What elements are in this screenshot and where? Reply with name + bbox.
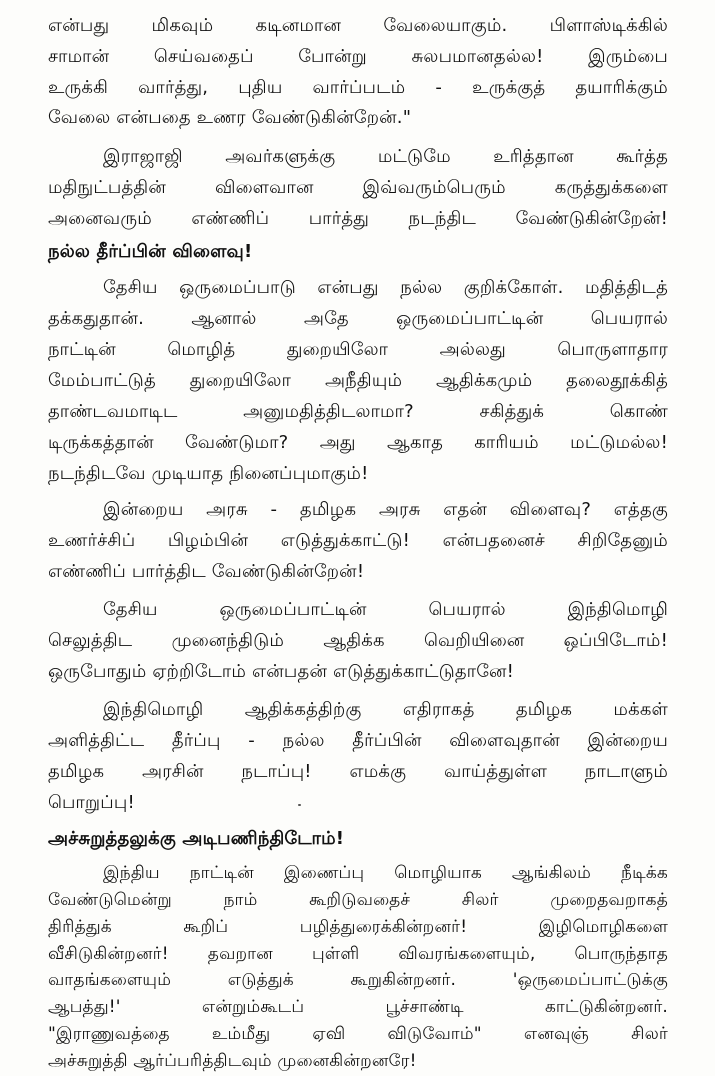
text-line: இந்திமொழி ஆதிக்கத்திற்கு எதிராகத் தமிழக மக்கள் [103,699,668,720]
text-line: ஆபத்து!' என்றும்கூடப் பூச்சாண்டி காட்டுகின்றனர். [48,997,668,1017]
text-line: என்பது மிகவும் கடினமான வேலையாகும். பிளாஸ்டிக்கில் [48,15,668,36]
text-line: தக்கதுதான். ஆனால் அதே ஒருமைப்பாட்டின் பெயரால் [48,308,668,329]
text-line: தேசிய ஒருமைப்பாடு என்பது நல்ல குறிக்கோள். மதித்திடத் [103,277,668,298]
text-line: வாதங்களையும் எடுத்துக் கூறுகின்றனர். 'ஒருமைப்பாட்டுக்கு [48,970,668,990]
section-heading: நல்ல தீர்ப்பின் விளைவு! [48,241,253,262]
text-line: தாண்டவமாடிட அனுமதித்திடலாமா? சகித்துக் கொண் [48,401,668,422]
text-line: அச்சுறுத்தி ஆர்ப்பரித்திடவும் முனைகின்றனரே! [48,1051,417,1071]
text-line: ஒருபோதும் ஏற்றிடோம் என்பதன் எடுத்துக்காட்டுதானே! [48,661,515,682]
text-line: வேலை என்பதை உணர வேண்டுகின்றேன்." [48,107,412,128]
text-line: இன்றைய அரசு - தமிழக அரசு எதன் விளைவு? எத்தகு [103,499,668,520]
text-line: உணர்ச்சிப் பிழம்பின் எடுத்துக்காட்டு! என்பதனைச் சிறிதேனும் [48,530,668,551]
scan-speck [298,804,301,806]
text-line: இராஜாஜி அவர்களுக்கு மட்டுமே உரித்தான கூர்த்த [103,146,668,167]
text-line: "இராணுவத்தை உம்மீது ஏவி விடுவோம்" எனவுஞ் சிலர் [48,1024,668,1044]
text-line: சாமான் செய்வதைப் போன்று சுலபமானதல்ல! இரும்பை [48,46,668,67]
text-line: இந்திய நாட்டின் இணைப்பு மொழியாக ஆங்கிலம் நீடிக்க [103,863,668,883]
text-line: அனைவரும் எண்ணிப் பார்த்து நடந்திட வேண்டுகின்றேன்! [48,208,668,229]
text-line: தமிழக அரசின் நடாப்பு! எமக்கு வாய்த்துள்ள நாடாளும் [48,761,668,782]
text-line: செலுத்திட முனைந்திடும் ஆதிக்க வெறியினை ஒப்பிடோம்! [48,630,668,651]
section-heading: அச்சுறுத்தலுக்கு அடிபணிந்திடோம்! [48,828,345,849]
text-line: திரித்துக் கூறிப் பழித்துரைக்கின்றனர்! இழிமொழிகளை [48,917,668,937]
text-line: டிருக்கத்தான் வேண்டுமா? அது ஆகாத காரியம் மட்டுமல்ல! [48,432,668,453]
text-line: வீசிடுகின்றனர்! தவறான புள்ளி விவரங்களையும், பொருந்தாத [48,944,668,964]
text-line: தேசிய ஒருமைப்பாட்டின் பெயரால் இந்திமொழி [103,599,668,620]
text-line: நடந்திடவே முடியாத நினைப்புமாகும்! [48,463,369,484]
text-line: அளித்திட்ட தீர்ப்பு - நல்ல தீர்ப்பின் விளைவுதான் இன்றைய [48,730,668,751]
text-line: பொறுப்பு! [48,792,135,813]
text-line: நாட்டின் மொழித் துறையிலோ அல்லது பொருளாதார [48,339,668,360]
text-line: மதிநுட்பத்தின் விளைவான இவ்வரும்பெரும் கருத்துக்களை [48,177,668,198]
text-line: உருக்கி வார்த்து, புதிய வார்ப்படம் - உருக்குத் தயாரிக்கும் [48,77,668,98]
text-line: வேண்டுமென்று நாம் கூறிடுவதைச் சிலர் முறைதவறாகத் [48,890,668,910]
text-line: எண்ணிப் பார்த்திட வேண்டுகின்றேன்! [48,561,365,582]
text-line: மேம்பாட்டுத் துறையிலோ அநீதியும் ஆதிக்கமும் தலைதூக்கித் [48,370,668,391]
